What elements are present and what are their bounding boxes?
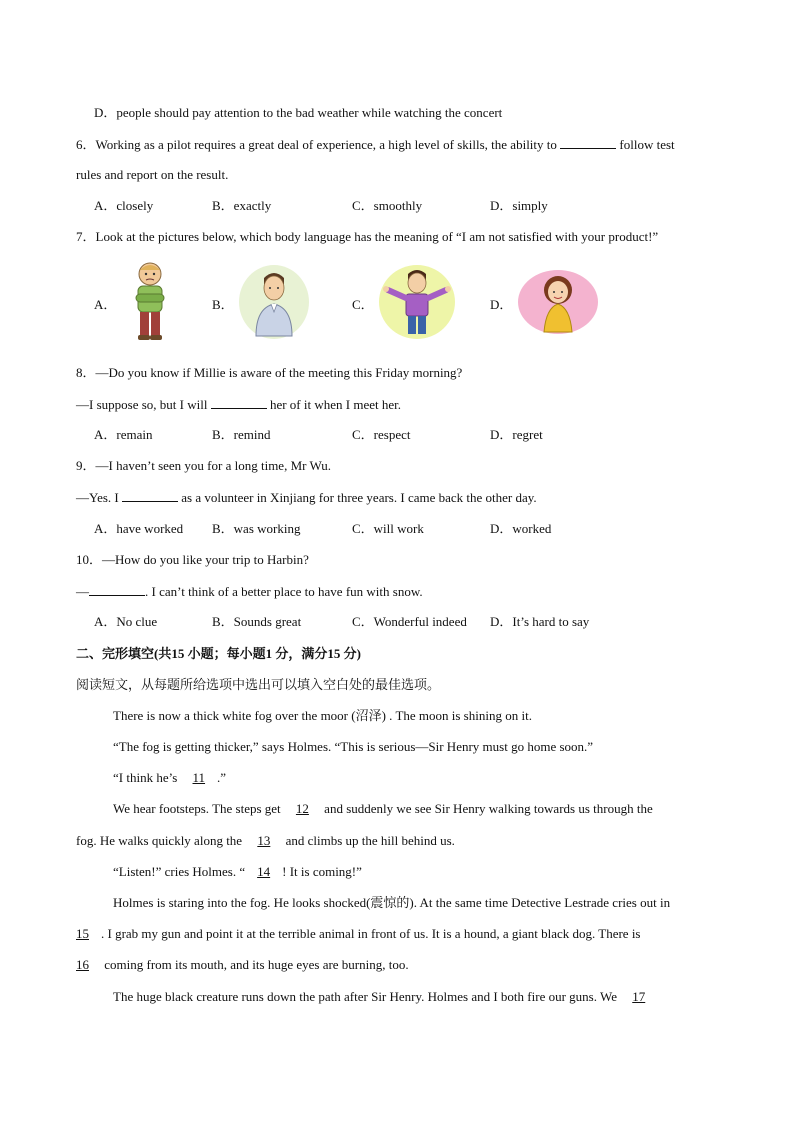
q10-option-b: B．Sounds great [212, 614, 302, 629]
q8-text-b: her of it when I meet her. [269, 397, 401, 412]
q10-question-line2 [76, 582, 718, 601]
q6-option-b: B．exactly [212, 198, 272, 213]
passage-text: and climbs up the hill behind us. [285, 833, 455, 848]
q8-option-a: A．remain [94, 427, 153, 442]
passage-text: fog. He walks quickly along the [76, 833, 243, 848]
q6-question-line2: rules and report on the result. [76, 167, 229, 182]
blank-12: 12 [295, 801, 309, 816]
q8-text-a: —I suppose so, but I will [76, 397, 208, 412]
passage-line-10 [113, 988, 718, 1006]
q7-label-b: B． [212, 297, 234, 312]
q10-question-line1: 10．—How do you like your trip to Harbin? [76, 552, 309, 567]
passage-line-2: “The fog is getting thicker,” says Holmes. “This is serious—Sir Henry must go home soon.” [113, 739, 594, 754]
passage-text: We hear footsteps. The steps get [113, 801, 281, 816]
q9-option-a: A．have worked [94, 521, 184, 536]
q6-text-b: follow test [619, 137, 675, 152]
section-2-instruction: 阅读短文，从每题所给选项中选出可以填入空白处的最佳选项。 [76, 677, 441, 692]
q8-options [94, 426, 734, 444]
q7-label-c: C． [352, 297, 374, 312]
q7-label-a: A． [94, 297, 117, 312]
q8-option-b: B．remind [212, 427, 271, 442]
picture-c-open-arms-boy [378, 264, 456, 340]
passage-text: .” [217, 770, 227, 785]
picture-a-crossed-arms-boy [128, 260, 172, 342]
q9-option-b: B．was working [212, 521, 301, 536]
passage-line-9 [76, 956, 718, 974]
q9-option-c: C．will work [352, 521, 424, 536]
q5-option-d: D．people should pay attention to the bad weather while watching the concert [94, 105, 503, 120]
q10-text-b: . I can’t think of a better place to have fun with snow. [145, 584, 423, 599]
q8-option-d: D．regret [490, 427, 543, 442]
passage-line-7: Holmes is staring into the fog. He looks shocked(震惊的). At the same time Detective Lestrade cries out in [113, 895, 671, 910]
q9-options [94, 520, 734, 538]
passage-text: coming from its mouth, and its huge eyes are burning, too. [104, 957, 409, 972]
q6-option-c: C．smoothly [352, 198, 423, 213]
q10-text-a: — [76, 584, 89, 599]
q10-blank [89, 582, 145, 596]
passage-text: . I grab my gun and point it at the terrible animal in front of us. It is a hound, a giant black dog. There is [101, 926, 641, 941]
q10-option-c: C．Wonderful indeed [352, 614, 467, 629]
section-2-title: 二、完形填空(共15 小题；每小题1 分，满分15 分) [76, 646, 361, 661]
passage-line-3 [113, 769, 718, 787]
passage-line-1: There is now a thick white fog over the moor (沼泽) . The moon is shining on it. [113, 708, 532, 723]
blank-15: 15 [76, 926, 89, 941]
q10-options [94, 613, 734, 631]
q6-question-line1 [76, 135, 718, 154]
q8-question-line1: 8．—Do you know if Millie is aware of the meeting this Friday morning? [76, 365, 463, 380]
q9-question-line2 [76, 488, 718, 507]
picture-d-girl [518, 270, 598, 334]
passage-text: ! It is coming!” [282, 864, 362, 879]
blank-13: 13 [257, 833, 271, 848]
q6-text-a: 6．Working as a pilot requires a great deal of experience, a high level of skills, the ability to [76, 137, 557, 152]
q6-option-d: D．simply [490, 198, 548, 213]
blank-11: 11 [192, 770, 206, 785]
q7-label-d: D． [490, 297, 513, 312]
passage-text: and suddenly we see Sir Henry walking towards us through the [324, 801, 653, 816]
q6-options [94, 197, 734, 215]
q8-blank [211, 395, 267, 409]
passage-line-8 [76, 925, 718, 943]
passage-text: “I think he’s [113, 770, 178, 785]
passage-line-6 [113, 863, 718, 881]
picture-b-standing-man [238, 264, 310, 340]
q8-question-line2 [76, 395, 718, 414]
q7-question: 7．Look at the pictures below, which body language has the meaning of “I am not satisfied with your product!” [76, 229, 659, 244]
q9-option-d: D．worked [490, 521, 552, 536]
blank-16: 16 [76, 957, 89, 972]
blank-14: 14 [257, 864, 271, 879]
passage-line-5 [76, 832, 718, 850]
q9-text-b: as a volunteer in Xinjiang for three years. I came back the other day. [181, 490, 537, 505]
q9-question-line1: 9．—I haven’t seen you for a long time, Mr Wu. [76, 458, 331, 473]
passage-text: The huge black creature runs down the path after Sir Henry. Holmes and I both fire our guns. We [113, 989, 617, 1004]
q6-blank [560, 135, 616, 149]
blank-17: 17 [632, 989, 646, 1004]
passage-text: “Listen!” cries Holmes. “ [113, 864, 246, 879]
q9-text-a: —Yes. I [76, 490, 119, 505]
q6-option-a: A．closely [94, 198, 154, 213]
passage-line-4 [113, 800, 718, 818]
q8-option-c: C．respect [352, 427, 411, 442]
q10-option-a: A．No clue [94, 614, 158, 629]
q10-option-d: D．It’s hard to say [490, 614, 590, 629]
q9-blank [122, 488, 178, 502]
